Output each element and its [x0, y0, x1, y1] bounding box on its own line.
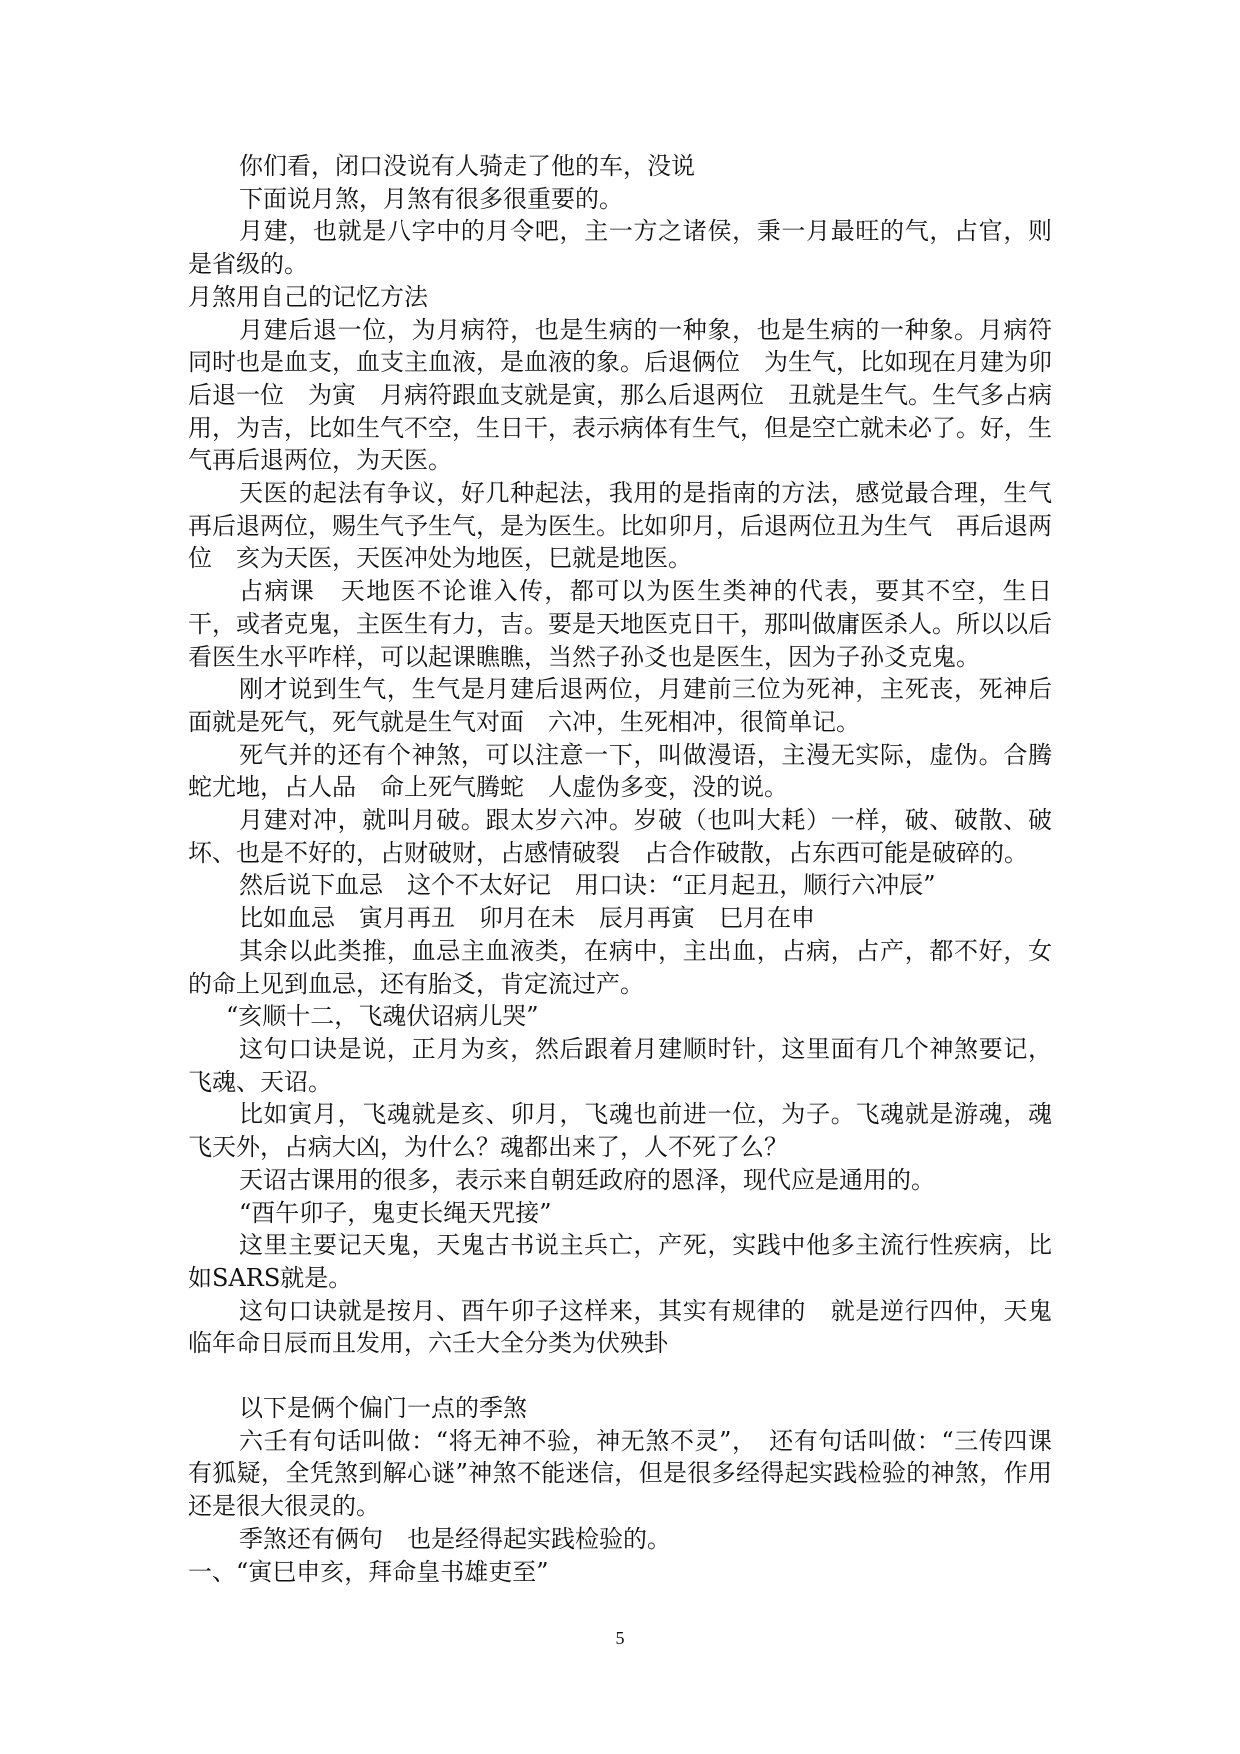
body-text: [188, 150, 1076, 1588]
paragraph: 死气并的还有个神煞，可以注意一下，叫做漫语，主漫无实际，虚伪。合腾蛇尤地，占人品 命上死气腾蛇 人虚伪多变，没的说。: [188, 740, 1052, 802]
paragraph: 天医的起法有争议，好几种起法，我用的是指南的方法，感觉最合理，生气再后退两位，赐生气予生气，是为医生。比如卯月，后退两位丑为生气 再后退两位 亥为天医，天医冲处为地医，巳就是地医。: [188, 479, 1052, 573]
paragraph: 月建对冲，就叫月破。跟太岁六冲。岁破（也叫大耗）一样，破、破散、破坏、也是不好的，占财破财，占感情破裂 占合作破散，占东西可能是破碎的。: [188, 806, 1052, 867]
paragraph: 月建后退一位，为月病符，也是生病的一种象，也是生病的一种象。月病符同时也是血支，血支主血液，是血液的象。后退俩位 为生气，比如现在月建为卯 后退一位 为寅 月病符跟血支就是寅，那么后退两位 丑就是生气。生气多占病用，为吉，比如生气不空，生日干，表示病体有生气，但是空亡就未必了。好，生气再后退两位，为天医。: [188, 315, 1076, 475]
paragraph: 这句口诀就是按月、酉午卯子这样来，其实有规律的 就是逆行四仲，天鬼临年命日辰而且发用，六壬大全分类为伏殃卦: [188, 1296, 1052, 1358]
paragraph: 六壬有句话叫做：“将无神不验，神无煞不灵”， 还有句话叫做：“三传四课有狐疑，全凭煞到解心谜”神煞不能迷信，但是很多经得起实践检验的神煞，作用还是很大很灵的。: [188, 1426, 1052, 1521]
paragraph: 其余以此类推，血忌主血液类，在病中，主出血，占病，占产，都不好，女的命上见到血忌，还有胎爻，肯定流过产。: [188, 936, 1052, 998]
page-number: 5: [615, 1628, 625, 1648]
paragraph: 比如寅月，飞魂就是亥、卯月，飞魂也前进一位，为子。飞魂就是游魂，魂飞天外，占病大凶，为什么？魂都出来了，人不死了么？: [188, 1100, 1052, 1162]
paragraph: 占病课 天地医不论谁入传，都可以为医生类神的代表，要其不空，生日干，或者克鬼，主医生有力，吉。要是天地医克日干，那叫做庸医杀人。所以以后看医生水平咋样，可以起课瞧瞧，当然子孙爻也是医生，因为子孙爻克鬼。: [188, 577, 1052, 671]
paragraph: 比如血忌 寅月再丑 卯月在未 辰月再寅 巳月在申: [239, 904, 815, 933]
list-item: 一、“寅巳申亥，拜命皇书雄吏至”: [188, 1557, 549, 1586]
paragraph: 下面说月煞，月煞有很多很重要的。: [239, 184, 623, 213]
paragraph: 你们看，闭口没说有人骑走了他的车，没说: [239, 152, 695, 180]
paragraph: 天诏古课用的很多，表示来自朝廷政府的恩泽，现代应是通用的。: [239, 1165, 935, 1194]
mnemonic-quote: “酉午卯子，鬼吏长绳天咒接”: [239, 1198, 552, 1227]
paragraph: 这里主要记天鬼，天鬼古书说主兵亡，产死，实践中他多主流行性疾病，比如SARS就是。: [188, 1231, 1052, 1292]
paragraph: 以下是俩个偏门一点的季煞: [239, 1394, 527, 1423]
section-heading: 月煞用自己的记忆方法: [188, 282, 428, 311]
paragraph: 这句口诀是说，正月为亥，然后跟着月建顺时针，这里面有几个神煞要记，飞魂、天诏。: [188, 1034, 1052, 1096]
mnemonic-quote: “亥顺十二，飞魂伏诏病儿哭”: [226, 1002, 539, 1031]
paragraph: 季煞还有俩句 也是经得起实践检验的。: [239, 1524, 671, 1553]
paragraph: 然后说下血忌 这个不太好记 用口诀：“正月起丑，顺行六冲辰”: [239, 871, 936, 900]
paragraph: 月建，也就是八字中的月令吧，主一方之诸侯，秉一月最旺的气，占官，则是省级的。: [188, 217, 1052, 279]
blank-line: [188, 1360, 1052, 1392]
paragraph: 刚才说到生气，生气是月建后退两位，月建前三位为死神，主死丧，死神后面就是死气，死气就是生气对面 六冲，生死相冲，很简单记。: [188, 675, 1052, 736]
